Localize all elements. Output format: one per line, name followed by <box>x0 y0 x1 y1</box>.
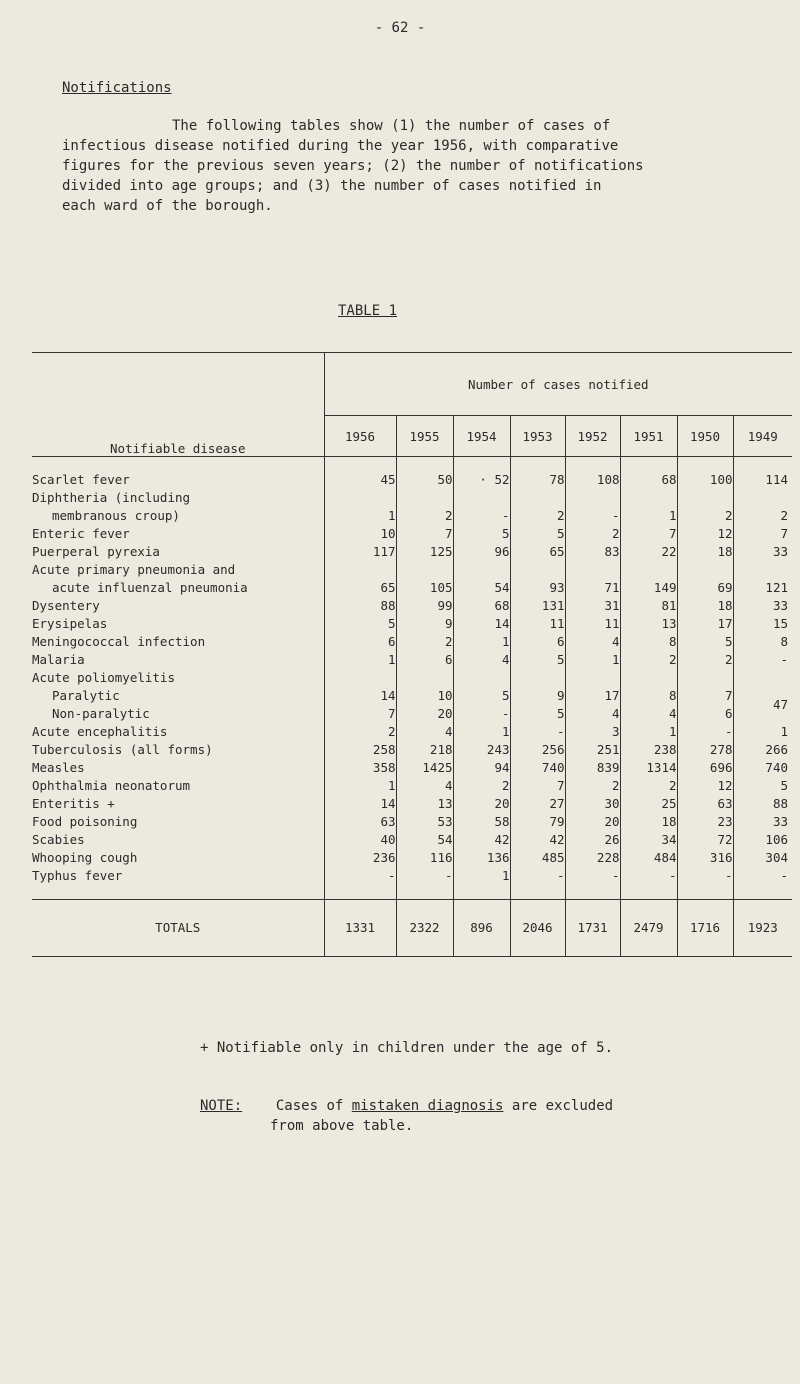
cell-value: · 52 <box>453 471 510 489</box>
cell-value <box>324 669 396 687</box>
cell-value: 218 <box>396 741 453 759</box>
spacer-row <box>32 457 792 472</box>
cell-value <box>565 489 620 507</box>
cell-value <box>733 489 792 507</box>
cell-value: 33 <box>772 544 788 559</box>
total-value: 2322 <box>396 900 453 957</box>
spacer-row <box>32 885 792 900</box>
year-header: 1955 <box>396 416 453 457</box>
cell-value: 6 <box>510 633 565 651</box>
cell-value: 4 <box>453 651 510 669</box>
cell-value: 54 <box>453 579 510 597</box>
cell-value: 7 <box>324 705 396 723</box>
year-header: 1952 <box>565 416 620 457</box>
table-row <box>32 813 792 831</box>
note <box>200 1096 613 1136</box>
cell-value: 2 <box>565 777 620 795</box>
cell-value: 88 <box>324 597 396 615</box>
cell-value <box>453 669 510 687</box>
cell-value: 2 <box>620 651 677 669</box>
cell-value <box>620 489 677 507</box>
cell-value: 116 <box>396 849 453 867</box>
cell-value <box>396 489 453 507</box>
table-row <box>32 543 792 561</box>
cell-value: 740 <box>765 760 788 775</box>
cell-value: 5 <box>510 525 565 543</box>
cell-value: 6 <box>396 651 453 669</box>
disease-name: Acute poliomyelitis <box>32 669 324 687</box>
disease-name: Scarlet fever <box>32 471 324 489</box>
total-value: 2046 <box>510 900 565 957</box>
cell-value: 740 <box>510 759 565 777</box>
cell-value: 1425 <box>396 759 453 777</box>
table-row <box>32 669 792 687</box>
disease-name: Meningococcal infection <box>32 633 324 651</box>
cell-value: 5 <box>510 651 565 669</box>
cell-value: 12 <box>677 525 733 543</box>
cell-value: - <box>324 867 396 885</box>
year-header: 1953 <box>510 416 565 457</box>
cell-value: 99 <box>396 597 453 615</box>
cell-value: 45 <box>324 471 396 489</box>
cell-value: 2 <box>780 508 788 523</box>
total-value: 1731 <box>565 900 620 957</box>
disease-name: Enteritis + <box>32 795 324 813</box>
cell-value: 81 <box>620 597 677 615</box>
cell-value: 69 <box>677 579 733 597</box>
note-label: NOTE: <box>200 1098 243 1114</box>
cell-value: 93 <box>510 579 565 597</box>
cell-value: 8 <box>780 634 788 649</box>
cell-value: 117 <box>324 543 396 561</box>
cell-value: 9 <box>396 615 453 633</box>
cell-value: 88 <box>772 796 788 811</box>
cell-value: 696 <box>677 759 733 777</box>
cell-value: - <box>780 868 788 883</box>
cell-value: 78 <box>510 471 565 489</box>
cell-value: 4 <box>565 705 620 723</box>
cell-value: 20 <box>453 795 510 813</box>
cell-value: - <box>396 867 453 885</box>
cell-value: 1 <box>324 507 396 525</box>
cell-value: - <box>453 705 510 723</box>
cell-value: 106 <box>765 832 788 847</box>
cell-value: 27 <box>510 795 565 813</box>
note-text: Cases of <box>275 1098 344 1114</box>
cell-value: 2 <box>565 525 620 543</box>
note-underlined: mistaken diagnosis <box>351 1098 504 1114</box>
cell-value: 54 <box>396 831 453 849</box>
cell-value: 304 <box>765 850 788 865</box>
cell-value: - <box>510 723 565 741</box>
disease-name: acute influenzal pneumonia <box>32 579 324 597</box>
cell-value <box>620 561 677 579</box>
table-row <box>32 723 792 741</box>
cell-value: 18 <box>620 813 677 831</box>
cell-value: 228 <box>565 849 620 867</box>
cell-value: 96 <box>453 543 510 561</box>
cell-value: 4 <box>396 777 453 795</box>
cell-value: 4 <box>620 705 677 723</box>
cell-value: 1 <box>565 651 620 669</box>
cell-value <box>733 669 792 687</box>
cell-value: 20 <box>396 705 453 723</box>
cell-value: 5 <box>677 633 733 651</box>
cell-value: 79 <box>510 813 565 831</box>
cell-value: 5 <box>324 615 396 633</box>
cell-value: 33 <box>772 598 788 613</box>
cell-value: 31 <box>565 597 620 615</box>
cell-value <box>565 561 620 579</box>
cell-value <box>677 669 733 687</box>
table-row <box>32 489 792 507</box>
cell-value: 42 <box>453 831 510 849</box>
cell-value: 105 <box>396 579 453 597</box>
cell-value: 17 <box>565 687 620 705</box>
table-row <box>32 615 792 633</box>
cell-value: 94 <box>453 759 510 777</box>
cell-value: 114 <box>765 472 788 487</box>
cell-value: 23 <box>677 813 733 831</box>
cell-value: 2 <box>620 777 677 795</box>
cell-value: 33 <box>772 814 788 829</box>
cell-value: 839 <box>565 759 620 777</box>
disease-name: Whooping cough <box>32 849 324 867</box>
cell-value <box>620 669 677 687</box>
cell-value: 1 <box>453 633 510 651</box>
cell-value <box>453 489 510 507</box>
cell-value: 6 <box>677 705 733 723</box>
cell-value: 25 <box>620 795 677 813</box>
table-row <box>32 525 792 543</box>
table-row <box>32 849 792 867</box>
cell-value <box>396 561 453 579</box>
cell-value: 9 <box>510 687 565 705</box>
cell-value: 72 <box>677 831 733 849</box>
cell-value <box>324 489 396 507</box>
disease-name: Tuberculosis (all forms) <box>32 741 324 759</box>
cell-value: 2 <box>396 507 453 525</box>
cell-value: 243 <box>453 741 510 759</box>
cell-value: 258 <box>324 741 396 759</box>
year-header: 1950 <box>677 416 733 457</box>
cell-value <box>453 561 510 579</box>
cell-value: 1 <box>620 723 677 741</box>
total-value: 2479 <box>620 900 677 957</box>
cell-value <box>396 669 453 687</box>
cell-value <box>510 489 565 507</box>
disease-name: Typhus fever <box>32 867 324 885</box>
table-body <box>32 457 792 957</box>
cell-value: 2 <box>677 507 733 525</box>
cell-value: 238 <box>620 741 677 759</box>
cell-value: 136 <box>453 849 510 867</box>
cell-value: - <box>620 867 677 885</box>
cell-value: 13 <box>620 615 677 633</box>
cell-value: 100 <box>677 471 733 489</box>
polio-combined-value: 47 <box>772 697 788 712</box>
cell-value: 149 <box>620 579 677 597</box>
totals-label: TOTALS <box>32 900 324 957</box>
cell-value: 108 <box>565 471 620 489</box>
table-title: TABLE 1 <box>338 303 398 319</box>
cell-value: 68 <box>453 597 510 615</box>
notifications-table <box>32 352 792 957</box>
cell-value: 2 <box>324 723 396 741</box>
cell-value: 83 <box>565 543 620 561</box>
cell-value: 18 <box>677 543 733 561</box>
note-line-1 <box>200 1096 613 1116</box>
cell-value: 1 <box>620 507 677 525</box>
disease-name: Malaria <box>32 651 324 669</box>
cell-value: 58 <box>453 813 510 831</box>
cell-value: 63 <box>324 813 396 831</box>
cell-value: 50 <box>396 471 453 489</box>
table-row <box>32 687 792 705</box>
disease-name: Acute encephalitis <box>32 723 324 741</box>
intro-line: divided into age groups; and (3) the number of cases notified in <box>62 178 602 194</box>
totals-row <box>32 900 792 957</box>
table-row <box>32 705 792 723</box>
cell-value: 7 <box>780 526 788 541</box>
cell-value: 4 <box>565 633 620 651</box>
intro-line: figures for the previous seven years; (2) the number of notifications <box>62 158 644 174</box>
cell-value: 11 <box>510 615 565 633</box>
cell-value: - <box>453 507 510 525</box>
cell-value: 30 <box>565 795 620 813</box>
cell-value: 358 <box>324 759 396 777</box>
cell-value: 256 <box>510 741 565 759</box>
cell-value: 8 <box>620 633 677 651</box>
table-row <box>32 597 792 615</box>
disease-name: Ophthalmia neonatorum <box>32 777 324 795</box>
cell-value: 10 <box>396 687 453 705</box>
footnote: + Notifiable only in children under the age of 5. <box>200 1040 614 1056</box>
section-heading: Notifications <box>62 80 172 96</box>
cell-value: 1 <box>324 651 396 669</box>
cell-value: 5 <box>510 705 565 723</box>
disease-name: Food poisoning <box>32 813 324 831</box>
table-row <box>32 633 792 651</box>
table-row <box>32 561 792 579</box>
cell-value: 10 <box>324 525 396 543</box>
cell-value: 20 <box>565 813 620 831</box>
cell-value: 484 <box>620 849 677 867</box>
disease-name: Puerperal pyrexia <box>32 543 324 561</box>
cell-value: 18 <box>677 597 733 615</box>
disease-column-header: Notifiable disease <box>32 353 324 457</box>
intro-line: The following tables show (1) the number of cases of <box>172 118 611 134</box>
cell-value <box>565 669 620 687</box>
cell-value: - <box>677 867 733 885</box>
cell-value: 14 <box>324 795 396 813</box>
cell-value: 278 <box>677 741 733 759</box>
table-row <box>32 759 792 777</box>
cell-value: 2 <box>396 633 453 651</box>
cell-value: - <box>565 507 620 525</box>
cell-value: 5 <box>453 687 510 705</box>
cell-value: 7 <box>620 525 677 543</box>
cell-value: 53 <box>396 813 453 831</box>
table-row <box>32 471 792 489</box>
cell-value: 485 <box>510 849 565 867</box>
cell-value: 236 <box>324 849 396 867</box>
cell-value: 40 <box>324 831 396 849</box>
cell-value: - <box>780 652 788 667</box>
cell-value: 65 <box>510 543 565 561</box>
cell-value: 316 <box>677 849 733 867</box>
cell-value: 131 <box>510 597 565 615</box>
cell-value: 17 <box>677 615 733 633</box>
year-header: 1951 <box>620 416 677 457</box>
cell-value: 5 <box>780 778 788 793</box>
cell-value <box>677 561 733 579</box>
cell-value: 14 <box>324 687 396 705</box>
table-row <box>32 507 792 525</box>
cell-value: 266 <box>765 742 788 757</box>
intro-paragraph <box>62 116 742 216</box>
disease-name: Scabies <box>32 831 324 849</box>
disease-name: Measles <box>32 759 324 777</box>
cell-value: 26 <box>565 831 620 849</box>
disease-name: Enteric fever <box>32 525 324 543</box>
cell-value: 71 <box>565 579 620 597</box>
cell-value: 125 <box>396 543 453 561</box>
total-value: 1716 <box>677 900 733 957</box>
cell-value: - <box>510 867 565 885</box>
note-line-2: from above table. <box>270 1118 414 1134</box>
cell-value: 2 <box>677 651 733 669</box>
cell-value: 15 <box>772 616 788 631</box>
disease-name: Paralytic <box>32 687 324 705</box>
year-header: 1954 <box>453 416 510 457</box>
cell-value: 4 <box>396 723 453 741</box>
cell-value: 3 <box>565 723 620 741</box>
table-row <box>32 795 792 813</box>
cell-value: 1 <box>453 867 510 885</box>
disease-name: membranous croup) <box>32 507 324 525</box>
cell-value: 14 <box>453 615 510 633</box>
cell-value: 1 <box>780 724 788 739</box>
cell-value: - <box>677 723 733 741</box>
cell-value: 13 <box>396 795 453 813</box>
page-number: - 62 - <box>374 20 426 36</box>
cell-value <box>510 561 565 579</box>
cell-value: 1 <box>324 777 396 795</box>
cell-value <box>510 669 565 687</box>
cell-value: 7 <box>677 687 733 705</box>
cell-value: 12 <box>677 777 733 795</box>
cell-value <box>733 561 792 579</box>
intro-line: infectious disease notified during the year 1956, with comparative <box>62 138 619 154</box>
cell-value: 22 <box>620 543 677 561</box>
cell-value: 7 <box>510 777 565 795</box>
disease-name: Erysipelas <box>32 615 324 633</box>
cell-value: 1314 <box>620 759 677 777</box>
disease-name: Dysentery <box>32 597 324 615</box>
cell-value: - <box>565 867 620 885</box>
cell-value: 34 <box>620 831 677 849</box>
total-value: 1331 <box>324 900 396 957</box>
year-header: 1949 <box>733 416 792 457</box>
group-header: Number of cases notified <box>324 353 792 416</box>
cell-value: 42 <box>510 831 565 849</box>
cell-value: 5 <box>453 525 510 543</box>
disease-name: Diphtheria (including <box>32 489 324 507</box>
disease-name: Non-paralytic <box>32 705 324 723</box>
cell-value: 63 <box>677 795 733 813</box>
table-row <box>32 651 792 669</box>
cell-value <box>677 489 733 507</box>
total-value: 896 <box>453 900 510 957</box>
cell-value: 2 <box>510 507 565 525</box>
total-value: 1923 <box>733 900 792 957</box>
cell-value: 121 <box>765 580 788 595</box>
note-text: are excluded <box>511 1098 614 1114</box>
cell-value: 8 <box>620 687 677 705</box>
cell-value: 251 <box>565 741 620 759</box>
cell-value <box>324 561 396 579</box>
table-row <box>32 777 792 795</box>
table-row <box>32 741 792 759</box>
table-row <box>32 831 792 849</box>
year-header: 1956 <box>324 416 396 457</box>
cell-value: 11 <box>565 615 620 633</box>
table-row <box>32 867 792 885</box>
table-row <box>32 579 792 597</box>
cell-value: 7 <box>396 525 453 543</box>
intro-line: each ward of the borough. <box>62 198 273 214</box>
cell-value: 2 <box>453 777 510 795</box>
disease-name: Acute primary pneumonia and <box>32 561 324 579</box>
cell-value: 65 <box>324 579 396 597</box>
cell-value: 1 <box>453 723 510 741</box>
cell-value: 6 <box>324 633 396 651</box>
cell-value: 68 <box>620 471 677 489</box>
